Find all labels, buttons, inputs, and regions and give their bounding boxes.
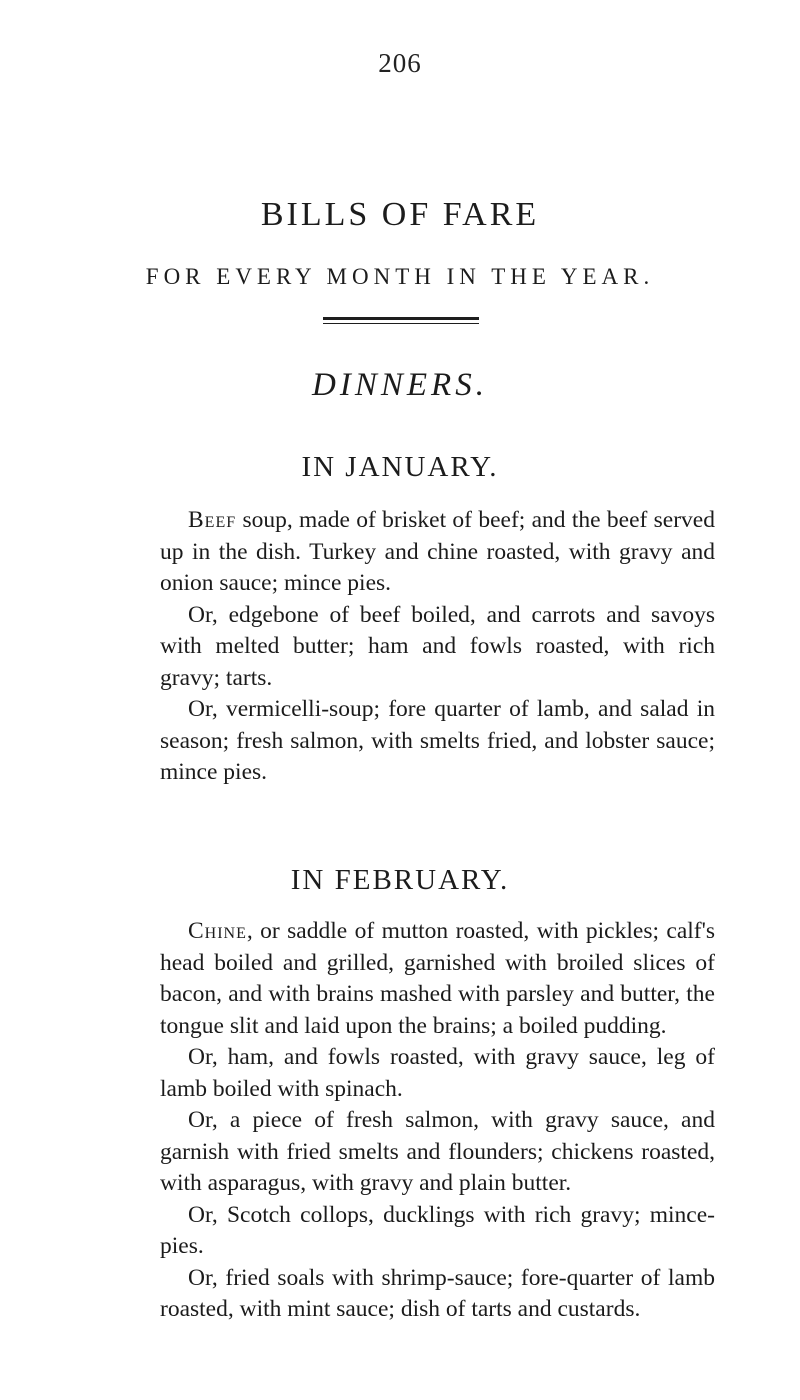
page-subtitle: FOR EVERY MONTH IN THE YEAR. <box>145 264 655 289</box>
entry-lead-word: Beef <box>188 507 237 533</box>
entry-text: Or, fried soals with shrimp-sauce; fore-quarter of lamb roasted, with mint sauce; dish of tarts and custards. <box>160 1264 715 1322</box>
january-entry-3 <box>160 694 715 789</box>
entry-text: Or, a piece of fresh salmon, with gravy sauce, and garnish with fried smelts and flounders; chickens roasted, with asparagus, with gravy and plain butter. <box>160 1107 715 1196</box>
february-entry-5 <box>160 1263 715 1326</box>
entry-lead-word: Chine <box>188 918 247 944</box>
february-entry-2 <box>160 1042 715 1105</box>
page-title: BILLS OF FARE <box>260 196 540 233</box>
dinners-heading: DINNERS. <box>312 367 488 403</box>
february-menu <box>160 916 715 1326</box>
entry-text: , or saddle of mutton roasted, with pickles; calf's head boiled and grilled, garnished with broiled slices of bacon, and with brains mashed with parsley and butter, the tongue slit and laid upon the brains; a boiled pudding. <box>160 918 715 1039</box>
entry-text: soup, made of brisket of beef; and the beef served up in the dish. Turkey and chine roasted, with gravy and onion sauce; mince pies. <box>160 507 715 596</box>
february-heading: IN FEBRUARY. <box>290 864 510 896</box>
january-menu <box>160 505 715 789</box>
title-rule-thick <box>323 317 479 320</box>
entry-text: Or, edgebone of beef boiled, and carrots and savoys with melted butter; ham and fowls roasted, with rich gravy; tarts. <box>160 601 715 691</box>
january-entry-1 <box>160 505 715 600</box>
january-entry-2 <box>160 600 715 695</box>
february-entry-1 <box>160 916 715 1042</box>
january-heading: IN JANUARY. <box>301 451 499 483</box>
february-entry-4 <box>160 1200 715 1263</box>
page-number: 206 <box>378 48 422 78</box>
entry-text: Or, ham, and fowls roasted, with gravy sauce, leg of lamb boiled with spinach. <box>160 1044 715 1102</box>
title-rule-thin <box>323 323 479 324</box>
entry-text: Or, Scotch collops, ducklings with rich gravy; mince-pies. <box>160 1201 715 1259</box>
entry-text: Or, vermicelli-soup; fore quarter of lamb, and salad in season; fresh salmon, with smelts fried, and lobster sauce; mince pies. <box>160 696 715 785</box>
february-entry-3 <box>160 1105 715 1200</box>
